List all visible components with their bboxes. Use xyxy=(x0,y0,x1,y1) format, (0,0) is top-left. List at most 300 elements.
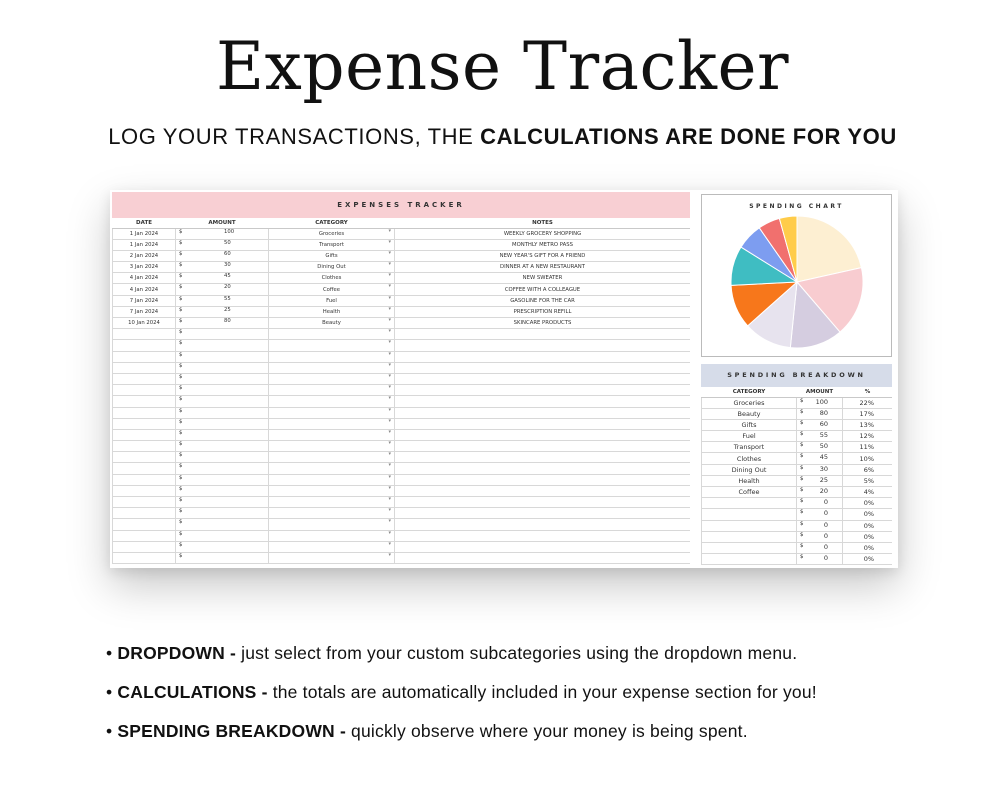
breakdown-amount-cell xyxy=(797,520,843,531)
expense-amount-cell[interactable] xyxy=(176,239,269,250)
chevron-down-icon[interactable]: ▾ xyxy=(388,261,391,268)
expense-date-cell[interactable] xyxy=(113,373,176,384)
chevron-down-icon[interactable]: ▾ xyxy=(388,283,391,290)
expense-amount-value: 80 xyxy=(224,318,231,324)
bullet-dot: • xyxy=(106,682,118,702)
chevron-down-icon[interactable]: ▾ xyxy=(388,496,391,502)
chevron-down-icon[interactable]: ▾ xyxy=(388,541,391,547)
currency-symbol: $ xyxy=(179,418,183,425)
currency-symbol: $ xyxy=(179,362,183,369)
chevron-down-icon[interactable]: ▾ xyxy=(388,351,391,357)
currency-symbol: $ xyxy=(179,485,183,492)
expense-date-cell[interactable] xyxy=(113,519,176,530)
expense-notes-cell[interactable]: PRESCRIPTION REFILL xyxy=(395,306,691,317)
chevron-down-icon[interactable]: ▾ xyxy=(388,451,391,458)
expense-notes-cell[interactable] xyxy=(395,373,691,384)
breakdown-amount-cell xyxy=(797,408,843,419)
breakdown-percent-cell: 0% xyxy=(843,542,893,553)
category-dropdown[interactable] xyxy=(269,362,395,373)
expense-notes-cell[interactable]: WEEKLY GROCERY SHOPPING xyxy=(395,228,691,239)
expense-date-cell[interactable] xyxy=(113,485,176,496)
expenses-table-body xyxy=(113,228,691,564)
currency-symbol: $ xyxy=(800,431,804,438)
bullet-dot: • xyxy=(106,721,118,741)
chevron-down-icon[interactable]: ▾ xyxy=(388,395,391,402)
chevron-down-icon[interactable]: ▾ xyxy=(388,362,391,368)
expense-amount-cell[interactable] xyxy=(176,329,269,340)
category-dropdown[interactable] xyxy=(269,351,395,362)
chevron-down-icon[interactable]: ▾ xyxy=(388,518,391,525)
expenses-tracker-section xyxy=(112,192,690,568)
breakdown-row xyxy=(702,408,893,419)
expense-notes-cell[interactable] xyxy=(395,407,691,418)
expense-row-empty xyxy=(113,429,691,440)
category-dropdown[interactable] xyxy=(269,485,395,496)
category-dropdown[interactable] xyxy=(269,318,395,329)
expense-amount-value: 50 xyxy=(224,239,231,246)
expense-amount-cell[interactable] xyxy=(176,530,269,541)
expense-row-empty xyxy=(113,385,691,396)
category-dropdown[interactable] xyxy=(269,541,395,552)
expense-row-empty xyxy=(113,340,691,351)
chevron-down-icon[interactable]: ▾ xyxy=(388,462,391,469)
currency-symbol: $ xyxy=(800,520,804,527)
currency-symbol: $ xyxy=(800,442,804,449)
expense-amount-cell[interactable] xyxy=(176,396,269,407)
breakdown-row xyxy=(702,554,893,565)
breakdown-amount-cell xyxy=(797,498,843,509)
expense-amount-cell[interactable] xyxy=(176,273,269,284)
expense-amount-cell[interactable] xyxy=(176,351,269,362)
spending-breakdown-table xyxy=(701,387,892,565)
breakdown-amount-cell xyxy=(797,397,843,408)
expense-date-cell[interactable]: 1 Jan 2024 xyxy=(113,239,176,250)
expense-notes-cell[interactable]: SKINCARE PRODUCTS xyxy=(395,318,691,329)
breakdown-amount-value: 20 xyxy=(819,487,828,495)
expense-amount-value: 30 xyxy=(224,262,231,269)
breakdown-amount-value: 60 xyxy=(819,419,828,428)
expense-row-empty xyxy=(113,418,691,429)
feature-description: the totals are automatically included in your expense section for you! xyxy=(272,682,817,702)
category-dropdown[interactable] xyxy=(269,463,395,474)
breakdown-percent-cell: 12% xyxy=(843,431,893,442)
expense-amount-cell[interactable] xyxy=(176,250,269,261)
expense-row-empty xyxy=(113,508,691,519)
expense-notes-cell[interactable] xyxy=(395,530,691,541)
currency-symbol: $ xyxy=(179,295,183,302)
expense-amount-value: 60 xyxy=(224,250,231,257)
currency-symbol: $ xyxy=(800,531,804,538)
expense-notes-cell[interactable] xyxy=(395,429,691,440)
breakdown-amount-value: 55 xyxy=(819,431,828,440)
breakdown-percent-cell: 0% xyxy=(843,498,893,509)
currency-symbol: $ xyxy=(179,351,183,358)
expense-notes-cell[interactable] xyxy=(395,463,691,474)
category-dropdown[interactable] xyxy=(269,262,395,273)
expense-notes-cell[interactable]: MONTHLY METRO PASS xyxy=(395,239,691,250)
breakdown-row xyxy=(702,520,893,531)
breakdown-row xyxy=(702,453,893,464)
expense-row-empty xyxy=(113,541,691,552)
expense-date-cell[interactable]: 1 Jan 2024 xyxy=(113,228,176,239)
chevron-down-icon[interactable]: ▾ xyxy=(388,507,391,514)
expense-amount-cell[interactable] xyxy=(176,519,269,530)
breakdown-amount-cell xyxy=(797,431,843,442)
expense-amount-cell[interactable] xyxy=(176,463,269,474)
breakdown-amount-cell xyxy=(797,509,843,520)
currency-symbol: $ xyxy=(179,474,183,481)
breakdown-amount-cell xyxy=(797,531,843,542)
breakdown-amount-value: 0 xyxy=(823,554,828,563)
expense-amount-cell[interactable] xyxy=(176,541,269,552)
expense-amount-cell[interactable] xyxy=(176,306,269,317)
expense-row xyxy=(113,228,691,239)
category-dropdown[interactable] xyxy=(269,441,395,452)
category-dropdown[interactable] xyxy=(269,250,395,261)
expense-row-empty xyxy=(113,329,691,340)
breakdown-category-cell xyxy=(702,520,797,531)
feature-list xyxy=(106,643,986,760)
expense-row-empty xyxy=(113,396,691,407)
expense-amount-cell[interactable] xyxy=(176,362,269,373)
breakdown-row xyxy=(702,498,893,509)
currency-symbol: $ xyxy=(179,508,183,515)
breakdown-amount-cell xyxy=(797,554,843,565)
breakdown-category-cell: Fuel xyxy=(702,431,797,442)
category-dropdown[interactable] xyxy=(269,373,395,384)
expense-row xyxy=(113,239,691,250)
expense-amount-cell[interactable] xyxy=(176,474,269,485)
expense-amount-cell[interactable] xyxy=(176,284,269,295)
currency-symbol: $ xyxy=(179,273,183,280)
category-dropdown[interactable] xyxy=(269,385,395,396)
spending-breakdown-section xyxy=(701,364,892,568)
breakdown-category-cell: Groceries xyxy=(702,397,797,408)
expense-amount-cell[interactable] xyxy=(176,452,269,463)
breakdown-amount-cell xyxy=(797,464,843,475)
category-dropdown[interactable] xyxy=(269,429,395,440)
chevron-down-icon[interactable]: ▾ xyxy=(388,295,391,301)
currency-symbol: $ xyxy=(179,541,183,548)
expense-date-cell[interactable]: 7 Jan 2024 xyxy=(113,306,176,317)
breakdown-amount-value: 50 xyxy=(819,442,828,451)
feature-description: just select from your custom subcategories using the dropdown menu. xyxy=(241,643,798,663)
expense-date-cell[interactable] xyxy=(113,351,176,362)
chevron-down-icon[interactable]: ▾ xyxy=(388,328,391,335)
category-dropdown[interactable] xyxy=(269,530,395,541)
expense-row xyxy=(113,306,691,317)
breakdown-percent-cell: 22% xyxy=(843,397,893,408)
chevron-down-icon[interactable]: ▾ xyxy=(388,228,391,234)
category-value: Transport xyxy=(319,241,344,248)
currency-symbol: $ xyxy=(800,419,804,426)
expense-row-empty xyxy=(113,552,691,563)
expense-date-cell[interactable] xyxy=(113,396,176,407)
currency-symbol: $ xyxy=(800,542,804,549)
breakdown-header-row xyxy=(702,387,893,397)
breakdown-column-pct: % xyxy=(843,387,893,397)
expense-notes-cell[interactable] xyxy=(395,552,691,563)
expense-amount-cell[interactable] xyxy=(176,429,269,440)
expense-amount-value: 100 xyxy=(224,228,235,235)
breakdown-category-cell xyxy=(702,509,797,520)
expense-date-cell[interactable] xyxy=(113,340,176,351)
breakdown-percent-cell: 0% xyxy=(843,554,893,565)
currency-symbol: $ xyxy=(179,262,183,269)
expense-notes-cell[interactable] xyxy=(395,329,691,340)
expense-amount-cell[interactable] xyxy=(176,552,269,563)
expense-date-cell[interactable] xyxy=(113,541,176,552)
expense-date-cell[interactable] xyxy=(113,329,176,340)
expense-date-cell[interactable] xyxy=(113,441,176,452)
currency-symbol: $ xyxy=(800,408,804,415)
expense-notes-cell[interactable] xyxy=(395,418,691,429)
expense-notes-cell[interactable]: NEW SWEATER xyxy=(395,273,691,284)
breakdown-category-cell xyxy=(702,531,797,542)
chevron-down-icon[interactable]: ▾ xyxy=(388,317,391,323)
expense-date-cell[interactable] xyxy=(113,497,176,508)
breakdown-amount-value: 45 xyxy=(819,453,828,462)
page-subtitle xyxy=(0,124,1005,150)
expense-date-cell[interactable]: 4 Jan 2024 xyxy=(113,273,176,284)
spending-breakdown-header: SPENDING BREAKDOWN xyxy=(701,364,892,387)
breakdown-percent-cell: 6% xyxy=(843,464,893,475)
breakdown-row xyxy=(702,487,893,498)
currency-symbol: $ xyxy=(179,284,183,291)
breakdown-category-cell xyxy=(702,498,797,509)
expense-notes-cell[interactable]: DINNER AT A NEW RESTAURANT xyxy=(395,262,691,273)
category-value: Dining Out xyxy=(317,264,346,271)
expense-row-empty xyxy=(113,519,691,530)
category-dropdown[interactable] xyxy=(269,340,395,351)
expense-row-empty xyxy=(113,530,691,541)
currency-symbol: $ xyxy=(179,373,183,380)
category-dropdown[interactable] xyxy=(269,497,395,508)
expense-amount-value: 55 xyxy=(224,295,231,302)
expense-notes-cell[interactable] xyxy=(395,497,691,508)
category-dropdown[interactable] xyxy=(269,295,395,306)
expense-amount-cell[interactable] xyxy=(176,228,269,239)
expense-notes-cell[interactable] xyxy=(395,519,691,530)
expense-row-empty xyxy=(113,362,691,373)
expense-date-cell[interactable]: 7 Jan 2024 xyxy=(113,295,176,306)
expense-amount-cell[interactable] xyxy=(176,508,269,519)
category-dropdown[interactable] xyxy=(269,508,395,519)
breakdown-row xyxy=(702,542,893,553)
expense-date-cell[interactable] xyxy=(113,362,176,373)
bullet-dot: • xyxy=(106,643,118,663)
breakdown-category-cell: Health xyxy=(702,475,797,486)
expense-amount-cell[interactable] xyxy=(176,407,269,418)
chevron-down-icon[interactable]: ▾ xyxy=(388,407,391,413)
chevron-down-icon[interactable]: ▾ xyxy=(388,418,391,424)
expense-notes-cell[interactable] xyxy=(395,385,691,396)
breakdown-category-cell: Transport xyxy=(702,442,797,453)
breakdown-category-cell xyxy=(702,542,797,553)
category-value: Clothes xyxy=(321,275,342,282)
expense-date-cell[interactable]: 3 Jan 2024 xyxy=(113,262,176,273)
column-header-amount: AMOUNT xyxy=(176,218,269,228)
category-dropdown[interactable] xyxy=(269,452,395,463)
feature-item-dropdown xyxy=(106,643,986,682)
expense-date-cell[interactable]: 10 Jan 2024 xyxy=(113,318,176,329)
expense-amount-cell[interactable] xyxy=(176,373,269,384)
breakdown-percent-cell: 0% xyxy=(843,520,893,531)
expense-amount-cell[interactable] xyxy=(176,497,269,508)
breakdown-row xyxy=(702,431,893,442)
expense-date-cell[interactable] xyxy=(113,474,176,485)
expense-amount-cell[interactable] xyxy=(176,262,269,273)
breakdown-category-cell: Coffee xyxy=(702,487,797,498)
breakdown-row xyxy=(702,509,893,520)
category-dropdown[interactable] xyxy=(269,418,395,429)
expense-amount-value: 45 xyxy=(224,273,231,280)
column-header-category: CATEGORY xyxy=(269,218,395,228)
expense-notes-cell[interactable] xyxy=(395,441,691,452)
expense-date-cell[interactable] xyxy=(113,407,176,418)
category-dropdown[interactable] xyxy=(269,407,395,418)
category-dropdown[interactable] xyxy=(269,273,395,284)
chevron-down-icon[interactable]: ▾ xyxy=(388,384,391,391)
expense-date-cell[interactable] xyxy=(113,418,176,429)
expense-notes-cell[interactable] xyxy=(395,452,691,463)
expenses-header-row xyxy=(113,218,691,228)
category-dropdown[interactable] xyxy=(269,228,395,239)
currency-symbol: $ xyxy=(179,519,183,526)
expense-date-cell[interactable] xyxy=(113,552,176,563)
chevron-down-icon[interactable]: ▾ xyxy=(388,272,391,279)
chevron-down-icon[interactable]: ▾ xyxy=(388,440,391,447)
expense-date-cell[interactable] xyxy=(113,508,176,519)
chevron-down-icon[interactable]: ▾ xyxy=(388,339,391,346)
chevron-down-icon[interactable]: ▾ xyxy=(388,429,391,435)
expense-date-cell[interactable] xyxy=(113,385,176,396)
currency-symbol: $ xyxy=(179,385,183,392)
expense-notes-cell[interactable] xyxy=(395,396,691,407)
breakdown-amount-value: 25 xyxy=(819,475,828,484)
category-dropdown[interactable] xyxy=(269,284,395,295)
expense-notes-cell[interactable] xyxy=(395,474,691,485)
chevron-down-icon[interactable]: ▾ xyxy=(388,250,391,256)
expense-amount-cell[interactable] xyxy=(176,340,269,351)
breakdown-row xyxy=(702,531,893,542)
chevron-down-icon[interactable]: ▾ xyxy=(388,530,391,536)
feature-item-calculations xyxy=(106,682,986,721)
currency-symbol: $ xyxy=(179,340,183,347)
breakdown-percent-cell: 4% xyxy=(843,487,893,498)
expenses-table xyxy=(112,218,690,564)
page-title: Expense Tracker xyxy=(215,28,790,105)
expenses-tracker-header: EXPENSES TRACKER xyxy=(112,192,690,218)
breakdown-category-cell: Dining Out xyxy=(702,464,797,475)
category-value: Beauty xyxy=(322,320,341,327)
feature-label: DROPDOWN - xyxy=(117,643,242,663)
breakdown-category-cell xyxy=(702,554,797,565)
expense-notes-cell[interactable]: COFFEE WITH A COLLEAGUE xyxy=(395,284,691,295)
expense-date-cell[interactable] xyxy=(113,530,176,541)
expense-amount-cell[interactable] xyxy=(176,485,269,496)
category-dropdown[interactable] xyxy=(269,239,395,250)
expense-date-cell[interactable] xyxy=(113,463,176,474)
expense-notes-cell[interactable]: GASOLINE FOR THE CAR xyxy=(395,295,691,306)
currency-symbol: $ xyxy=(179,441,183,448)
expense-notes-cell[interactable] xyxy=(395,541,691,552)
category-dropdown[interactable] xyxy=(269,396,395,407)
chevron-down-icon[interactable]: ▾ xyxy=(388,474,391,480)
expense-notes-cell[interactable] xyxy=(395,485,691,496)
breakdown-category-cell: Gifts xyxy=(702,419,797,430)
expense-notes-cell[interactable] xyxy=(395,351,691,362)
chevron-down-icon[interactable]: ▾ xyxy=(388,306,391,312)
category-dropdown[interactable] xyxy=(269,519,395,530)
breakdown-percent-cell: 10% xyxy=(843,453,893,464)
category-value: Groceries xyxy=(318,230,345,237)
category-dropdown[interactable] xyxy=(269,474,395,485)
breakdown-row xyxy=(702,464,893,475)
expense-notes-cell[interactable] xyxy=(395,340,691,351)
expense-notes-cell[interactable] xyxy=(395,362,691,373)
expense-date-cell[interactable]: 4 Jan 2024 xyxy=(113,284,176,295)
currency-symbol: $ xyxy=(800,464,804,471)
expense-date-cell[interactable] xyxy=(113,452,176,463)
breakdown-percent-cell: 17% xyxy=(843,408,893,419)
category-dropdown[interactable] xyxy=(269,306,395,317)
breakdown-row xyxy=(702,475,893,486)
currency-symbol: $ xyxy=(800,554,804,561)
expense-date-cell[interactable]: 2 Jan 2024 xyxy=(113,250,176,261)
expense-amount-cell[interactable] xyxy=(176,318,269,329)
breakdown-percent-cell: 13% xyxy=(843,419,893,430)
expense-amount-cell[interactable] xyxy=(176,418,269,429)
category-value: Fuel xyxy=(326,297,337,304)
expense-notes-cell[interactable] xyxy=(395,508,691,519)
expense-amount-cell[interactable] xyxy=(176,385,269,396)
chevron-down-icon[interactable]: ▾ xyxy=(388,373,391,379)
category-value: Coffee xyxy=(322,286,341,293)
expense-amount-cell[interactable] xyxy=(176,441,269,452)
breakdown-amount-cell xyxy=(797,419,843,430)
category-dropdown[interactable] xyxy=(269,329,395,340)
expense-row xyxy=(113,295,691,306)
chevron-down-icon[interactable]: ▾ xyxy=(388,485,391,491)
subtitle-plain: LOG YOUR TRANSACTIONS, THE xyxy=(108,124,481,149)
currency-symbol: $ xyxy=(179,306,183,313)
expense-row-empty xyxy=(113,351,691,362)
breakdown-column-amount: AMOUNT xyxy=(797,387,843,397)
feature-label: SPENDING BREAKDOWN - xyxy=(117,721,352,741)
spending-chart-title: SPENDING CHART xyxy=(749,203,844,210)
expense-row-empty xyxy=(113,463,691,474)
breakdown-amount-value: 0 xyxy=(823,542,828,551)
expense-row xyxy=(113,318,691,329)
chevron-down-icon[interactable]: ▾ xyxy=(388,239,391,245)
breakdown-amount-cell xyxy=(797,453,843,464)
breakdown-amount-value: 30 xyxy=(819,464,828,473)
breakdown-amount-value: 0 xyxy=(823,498,828,507)
expense-amount-cell[interactable] xyxy=(176,295,269,306)
chevron-down-icon[interactable]: ▾ xyxy=(388,552,391,558)
currency-symbol: $ xyxy=(179,250,183,257)
currency-symbol: $ xyxy=(800,487,804,493)
breakdown-amount-value: 0 xyxy=(823,509,828,518)
breakdown-amount-cell xyxy=(797,475,843,486)
currency-symbol: $ xyxy=(800,453,804,460)
currency-symbol: $ xyxy=(179,552,183,559)
expense-notes-cell[interactable]: NEW YEAR'S GIFT FOR A FRIEND xyxy=(395,250,691,261)
expense-date-cell[interactable] xyxy=(113,429,176,440)
category-dropdown[interactable] xyxy=(269,552,395,563)
breakdown-amount-cell xyxy=(797,442,843,453)
